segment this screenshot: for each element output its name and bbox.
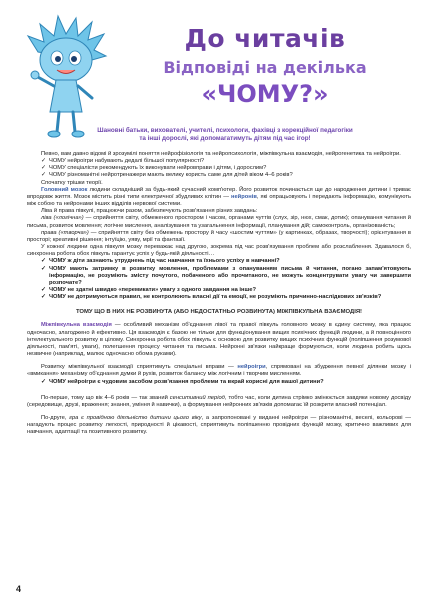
paragraph: Спочатку трішки теорії.	[41, 179, 103, 186]
text-run: По-перше, тому що вік 4–6 років — так званий	[41, 394, 170, 401]
question-text: ЧОМУ нейроігри є чудовим засобом розв'язання проблеми та вкрай корисні для вашої дитини?	[49, 378, 324, 385]
text-run: — особливий механізм об'єднання лівої та правої півкуль головного мозку в єдину систему, яка працює одночасно, злагоджено й ефективно. Ця взаємодія є базою не тільки для функціонування вищих психічних функцій людини, а й повноцінного інтелектуального розвитку в цілому. Синхронна робота обох півкуль є основою для розвитку вищих психічних функцій (поліпшення розумової діяльності, пам'яті, уваги), полегшення процесу читання та письма. Нейронні зв'язки найкраще формуються, коли людина робить щось незвичне (наприклад, малює одночасно обома руками).	[27, 322, 412, 358]
page-number: 4	[16, 584, 22, 594]
paragraph	[27, 322, 411, 358]
term: Головний мозок	[41, 186, 88, 193]
check-icon: ✓	[41, 158, 47, 165]
question-text: ЧОМУ мають затримку в розвитку мовлення, проблемами з опануванням письма й читання, погано запам'ятовують інформацію, не розуміють змісту почутого, побаченого або прочитаного, не можуть концентрувати увагу чи завершити розпочате?	[49, 265, 411, 286]
question-text: ЧОМУ не здатні швидко «перемикати» увагу з одного завдання на інше?	[49, 286, 256, 293]
paragraph	[27, 364, 411, 378]
question-text: ЧОМУ спеціалісти рекомендують їх виконувати нейровправи і дітям, і дорослим?	[49, 165, 267, 172]
check-icon: ✓	[41, 286, 47, 293]
term: сенситивний період	[169, 394, 225, 401]
check-icon: ✓	[41, 294, 47, 301]
text-run: Розвитку міжпівкульної взаємодії сприятимуть спеціальні вправи —	[41, 364, 238, 371]
check-icon: ✓	[41, 258, 47, 265]
page-subtitle: Відповіді на декілька	[163, 58, 367, 77]
paragraph	[27, 230, 411, 244]
text-run: — сприйняття світу, обмеженого простором і часом, органами чуттів (слух, зір, нюх, смак, дотик); опанування читання й письма, розвиток мовлення; логічне мислення, аналізування та узагальнення інформації, планування дій; самоконтроль, організованість;	[27, 215, 411, 229]
check-icon: ✓	[41, 172, 47, 179]
term: нейронів	[231, 193, 257, 200]
paragraph: Ліва й права півкулі, працюючи разом, забезпечують розв'язання різних завдань:	[41, 208, 258, 215]
question-item	[41, 287, 411, 294]
check-icon: ✓	[41, 265, 47, 272]
body-text	[27, 151, 411, 436]
text-run: , а запропоновані у виданні нейроігри — різноманітні, веселі, кольорові — нагадують процес розвитку легкості, природності й цікавості, сприятимуть поліпшенню провідних функцій мозку, критично важливих для навчання, адаптації та позитивного розвитку.	[27, 415, 411, 436]
text-run: По-друге,	[41, 415, 70, 421]
paragraph	[27, 215, 411, 229]
page-subtitle-why: «ЧОМУ?»	[201, 80, 329, 108]
question-text: ЧОМУ не дотримуються правил, не контролюють власні дії та емоції, не розуміють причинно-наслідкових зв'язків?	[49, 294, 382, 301]
text-run: , тобто час, коли дитина стрімко змінюється завдяки новому досвіду (середовище, друзі, враження; знання, уміння й навички), а формування нейронних зв'язків допомагає їй розкрити власний потенціал.	[27, 394, 411, 408]
question-item	[41, 258, 411, 265]
paragraph	[27, 187, 411, 208]
term: ліва («логічна»)	[41, 215, 84, 222]
term: Міжпівкульна взаємодія	[41, 322, 112, 329]
question-text: ЧОМУ ж діти зазнають утруднень під час навчання та їхнього успіху в навчанні?	[49, 258, 280, 265]
text-run: , які опрацьовують і передають інформацію, комунікують між собою та нейронами інших відділів нервової системи.	[27, 193, 411, 208]
question-text: ЧОМУ нейроігри набувають дедалі більшої популярності?	[49, 158, 205, 165]
paragraph	[27, 395, 411, 409]
term: права («творча»)	[41, 229, 89, 236]
question-item	[41, 294, 411, 301]
text-run: — сприйняття світу без обмежень простору й часу «шостим чуттям» (у картинках, образах, творчості); орієнтування в просторі; креативні рішення; інтуїцію, уяву, мрії та фантазії.	[27, 229, 411, 243]
page-title: До читачів	[184, 24, 346, 53]
check-icon: ✓	[41, 378, 47, 385]
paragraph	[27, 415, 411, 436]
question-item	[41, 172, 411, 179]
question-item	[41, 379, 411, 386]
term: нейроігри	[237, 364, 266, 371]
question-item	[41, 266, 411, 287]
paragraph: У кожної людини одна півкуля мозку переважає над другою, зокрема під час розв'язування проблем або розслаблення. Здавалося б, синхронна робота обох півкуль гарантує успіх у будь-якій діяльності…	[27, 244, 411, 258]
paragraph: Певно, вам давно відомі й зрозумілі поняття нейрофізіологія та нейропсихологія, міжпівкульна взаємодія, нейрогенетика та нейроігри.	[41, 151, 401, 157]
text-run: , спрямовані на збудження певної ділянки мозку і «вмикання» механізму об'єднання думки й рухів, розвиток балансу між логічним і творчим мисленням.	[27, 364, 411, 378]
text-run: людини складніший за будь-який сучасний комп'ютер. Його розвиток починається ще до народження дитини і триває впродовж життя. Мозок містить різні типи електричної збудливих клітин —	[27, 186, 411, 200]
brain-mascot-icon	[26, 12, 108, 144]
term: гра є провідною діяльністю дитини цього віку	[69, 415, 202, 421]
section-title: ТОМУ ЩО В НИХ НЕ РОЗВИНУТА (АБО НЕДОСТАТНЬО РОЗВИНУТА) МІЖПІВКУЛЬНА ВЗАЄМОДІЯ!	[75, 309, 363, 316]
intro-address: Шановні батьки, вихователі, учителі, психологи, фахівці з корекційної педагогіки та інші дорослі, які допомагатимуть дітям під час ігор!	[97, 127, 353, 143]
check-icon: ✓	[41, 165, 47, 172]
question-text: ЧОМУ різноманітні нейротренажери мають велику користь саме для дітей віком 4–6 років?	[49, 172, 293, 179]
